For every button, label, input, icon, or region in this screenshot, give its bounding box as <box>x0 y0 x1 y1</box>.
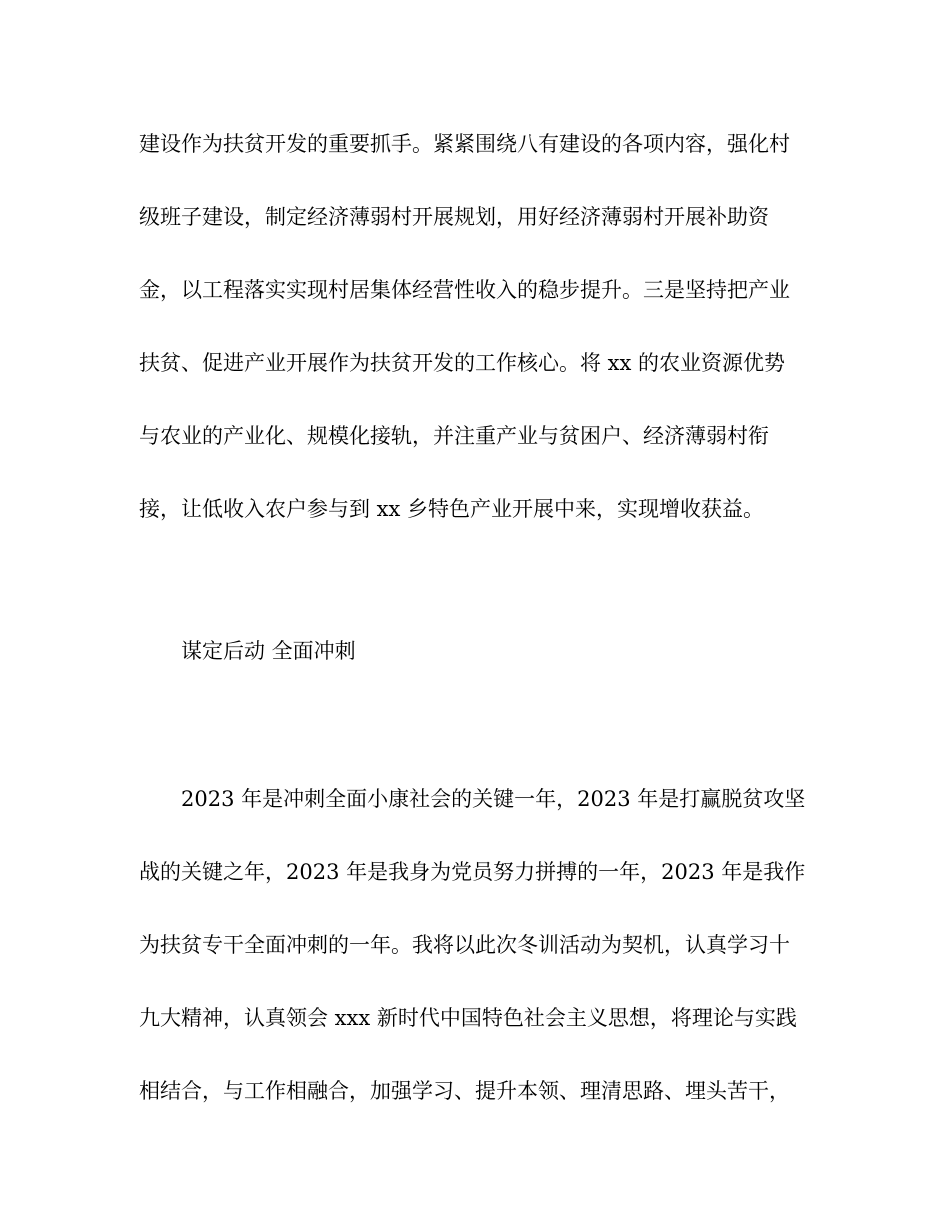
section-heading: 谋定后动 全面冲刺 <box>181 639 356 663</box>
paragraph-1-line-4: 扶贫、促进产业开展作为扶贫开发的工作核心。将 xx 的农业资源优势 <box>139 351 786 375</box>
paragraph-2-line-4: 九大精神，认真领会 xxx 新时代中国特色社会主义思想，将理论与实践 <box>139 1006 797 1030</box>
paragraph-2-line-1: 2023 年是冲刺全面小康社会的关键一年，2023 年是打赢脱贫攻坚 <box>181 787 806 811</box>
paragraph-1-line-2: 级班子建设，制定经济薄弱村开展规划，用好经济薄弱村开展补助资 <box>139 205 769 229</box>
paragraph-2-line-5: 相结合，与工作相融合，加强学习、提升本领、理清思路、埋头苦干， <box>139 1079 790 1103</box>
paragraph-1-line-5: 与农业的产业化、规模化接轨，并注重产业与贫困户、经济薄弱村衔 <box>139 424 769 448</box>
paragraph-2-line-3: 为扶贫专干全面冲刺的一年。我将以此次冬训活动为契机，认真学习十 <box>139 933 790 957</box>
paragraph-1-line-1: 建设作为扶贫开发的重要抓手。紧紧围绕八有建设的各项内容，强化村 <box>139 132 790 156</box>
paragraph-1-line-3: 金，以工程落实实现村居集体经营性收入的稳步提升。三是坚持把产业 <box>139 278 790 302</box>
paragraph-1-line-6: 接，让低收入农户参与到 xx 乡特色产业开展中来，实现增收获益。 <box>139 497 765 521</box>
paragraph-2-line-2: 战的关键之年，2023 年是我身为党员努力拼搏的一年，2023 年是我作 <box>139 860 806 884</box>
